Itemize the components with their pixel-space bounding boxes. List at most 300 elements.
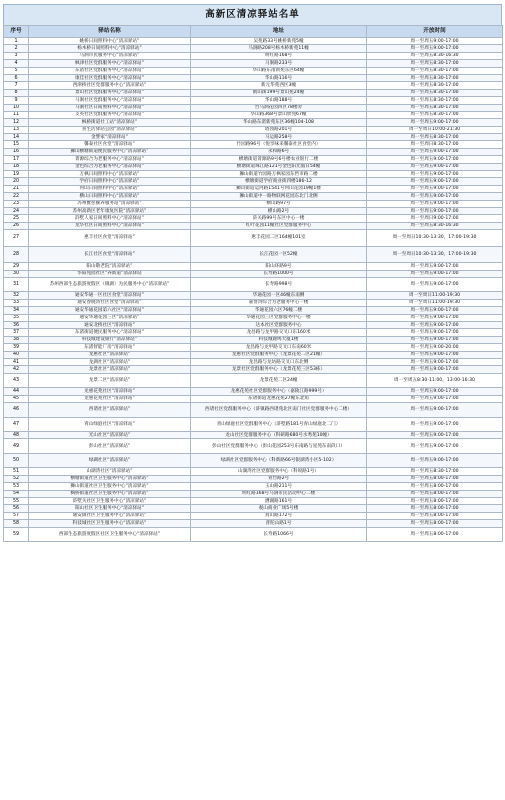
cell-address: 吴苑路33号姚桥新苑5幢 <box>191 38 367 45</box>
cell-seq: 22 <box>4 193 29 200</box>
cell-station-name: 龙惠花苑社区“清凉驿站” <box>29 388 191 395</box>
cell-address: 华山路368号景山欣苑67幢 <box>191 111 367 118</box>
table-row <box>4 468 503 475</box>
cell-hours: 周一至周五9:00-17:00 <box>367 358 503 365</box>
table-row <box>4 403 503 418</box>
cell-address: 山湖湾社区党群服务中心（科锐路1号） <box>191 468 367 475</box>
table-row <box>4 497 503 504</box>
cell-address: 马涧路208号杨木桥新苑11幢 <box>191 45 367 52</box>
cell-address: 龙惠花苑社区党群服务中心（嘉陵江路999号） <box>191 388 367 395</box>
cell-hours: 周一至周五9:00-17:00 <box>367 432 503 439</box>
table-row <box>4 388 503 395</box>
cell-hours: 周一至周五9:00-17:00 <box>367 366 503 373</box>
cell-address: 西诸社区党群服务中心（浒镇路西诸苑北区南门社区党群服务中心二楼） <box>191 403 367 418</box>
cell-station-name: 金譬家“清凉驿站” <box>29 134 191 141</box>
cell-hours: 周一至周五9:00-17:00 <box>367 171 503 178</box>
cell-station-name: 绿湖社区“清凉驿站” <box>29 453 191 468</box>
table-row <box>4 263 503 270</box>
table-row <box>4 38 503 45</box>
cell-address: 横山路2号 <box>191 207 367 214</box>
cell-hours: 周一至周五9:00-17:00 <box>367 307 503 314</box>
cell-address: 长寿路1066号 <box>191 527 367 542</box>
table-row <box>4 439 503 454</box>
cell-seq: 43 <box>4 373 29 388</box>
cell-hours: 周一至周五8:30-17:00 <box>367 82 503 89</box>
cell-station-name: 菁源综合为老服务中心“清凉驿站” <box>29 156 191 163</box>
cell-address: 明红路168号马涧市民活动中心二楼 <box>191 490 367 497</box>
cell-hours: 周一至周五8:30-16:30 <box>367 52 503 59</box>
cell-hours: 周一至周五9:00-17:00 <box>367 200 503 207</box>
cell-station-name: 通安华通花园第六社区“清凉驿站” <box>29 307 191 314</box>
cell-address: 漕湖路161号 <box>191 497 367 504</box>
cell-address: 长江花园一区52幢 <box>191 246 367 263</box>
cell-address: 阳山环路9号 <box>191 263 367 270</box>
cell-hours: 周一至周五9:00-17:00 <box>367 453 503 468</box>
cell-station-name: 光山社区“清凉驿站” <box>29 432 191 439</box>
cell-station-name: 浒墅人家日间照料中心“清凉驿站” <box>29 215 191 222</box>
cell-address: 龙昌路与龙甲路交叉口东160米 <box>191 329 367 336</box>
cell-hours: 周一至周五9:00-17:00 <box>367 178 503 185</box>
cell-hours: 周一至周五9:00-17:00 <box>367 119 503 126</box>
table-row <box>4 512 503 519</box>
cell-address: 嘉誉湾综合为老服务中心一楼 <box>191 299 367 306</box>
table-row <box>4 527 503 542</box>
cell-seq: 35 <box>4 314 29 321</box>
cell-station-name: 科技城社区卫生服务中心“清凉驿站” <box>29 520 191 527</box>
cell-hours: 周一至周五9:00-17:00 <box>367 322 503 329</box>
cell-seq: 30 <box>4 270 29 277</box>
cell-hours: 周一至周五9:00-20:00 <box>367 344 503 351</box>
cell-station-name: 马涧社区日间照料中心“清凉驿站” <box>29 104 191 111</box>
cell-hours: 周一至周五9:00-17:00 <box>367 207 503 214</box>
table-row <box>4 520 503 527</box>
cell-station-name: 支英社区党群服务中心“清凉驿站” <box>29 111 191 118</box>
cell-hours: 周一至周五9:00-17:00 <box>367 156 503 163</box>
cell-address: 新元华苑西区3幢 <box>191 82 367 89</box>
table-row <box>4 222 503 229</box>
table-row <box>4 163 503 170</box>
cell-seq: 19 <box>4 171 29 178</box>
table-row <box>4 67 503 74</box>
cell-address: 普陀山路1号 <box>191 520 367 527</box>
cell-hours: 周一至周五8:00-17:00 <box>367 475 503 482</box>
table-row <box>4 185 503 192</box>
cell-seq: 18 <box>4 163 29 170</box>
cell-hours: 周一至周五8:30-17:00 <box>367 97 503 104</box>
cell-hours: 周一至周日11:00-19:30 <box>367 292 503 299</box>
cell-address: 青山绿庭社区党群服务中心（浒墅路181号青山绿庭北二门） <box>191 417 367 432</box>
cell-address: 鹤山街199号景山苑24幢 <box>191 89 367 96</box>
cell-hours: 周一至周五9:00-17:00 <box>367 38 503 45</box>
cell-station-name: 科技城建设银行“清凉驿站” <box>29 336 191 343</box>
cell-hours: 周一至周五8:30-11:00，13:00-16:30 <box>367 373 503 388</box>
table-row <box>4 60 503 67</box>
table-row <box>4 200 503 207</box>
cell-seq: 41 <box>4 358 29 365</box>
cell-hours: 周一至周五8:30-16:30 <box>367 222 503 229</box>
cell-seq: 11 <box>4 111 29 118</box>
cell-address: 长寿路1000号 <box>191 270 367 277</box>
cell-station-name: 通安华通花园三区“清凉驿站” <box>29 314 191 321</box>
cell-hours: 周一至周五9:00-17:00 <box>367 403 503 418</box>
cell-seq: 12 <box>4 119 29 126</box>
cell-address: 明红路168号 <box>191 52 367 59</box>
cell-seq: 56 <box>4 505 29 512</box>
table-row <box>4 171 503 178</box>
cell-seq: 27 <box>4 230 29 247</box>
table-row <box>4 299 503 306</box>
cell-seq: 59 <box>4 527 29 542</box>
cell-station-name: 苏州西部生态旅游度假区（镇湖）为民服务中心“清凉驿站” <box>29 277 191 292</box>
cell-seq: 36 <box>4 322 29 329</box>
cell-address: 竹园路96号（悦享味来馨泰社区食堂内） <box>191 141 367 148</box>
cell-seq: 2 <box>4 45 29 52</box>
table-row <box>4 45 503 52</box>
table-body <box>4 38 503 542</box>
cell-station-name: 通安华通一区社区食堂“清凉驿站” <box>29 292 191 299</box>
cell-hours: 周一至周五9:00-17:00 <box>367 314 503 321</box>
cell-address: 观山商业广场5号楼 <box>191 505 367 512</box>
cell-address: 华通花园六区76幢二楼 <box>191 307 367 314</box>
cell-seq: 1 <box>4 38 29 45</box>
table-row <box>4 104 503 111</box>
cell-hours: 周一至周五8:30-17:00 <box>367 468 503 475</box>
cell-seq: 31 <box>4 277 29 292</box>
cell-address: 龙昌路与龙坊路交叉口东北侧 <box>191 358 367 365</box>
cell-hours: 周一至周五8:00-17:00 <box>367 497 503 504</box>
cell-hours: 周一至周五9:00-17:00 <box>367 336 503 343</box>
document-title: 高新区清凉驿站名单 <box>3 4 502 25</box>
cell-address: 马涧路233号 <box>191 60 367 67</box>
cell-station-name: 喜生活驿站公园“清凉驿站” <box>29 126 191 133</box>
table-row <box>4 52 503 59</box>
cell-seq: 24 <box>4 207 29 214</box>
cell-station-name: 康佳社区党群服务中心“清凉驿站” <box>29 74 191 81</box>
table-row <box>4 432 503 439</box>
table-row <box>4 277 503 292</box>
table-row <box>4 366 503 373</box>
cell-station-name: 龙景二区“清凉驿站” <box>29 373 191 388</box>
cell-address: 华通花园一区46幢东南侧 <box>191 292 367 299</box>
table-row <box>4 358 503 365</box>
table-row <box>4 156 503 163</box>
cell-hours: 周一至周五8:30-17:00 <box>367 134 503 141</box>
cell-station-name: 姚桥日间照料中心“清凉驿站” <box>29 38 191 45</box>
cell-hours: 周一至周五9:00-17:00 <box>367 193 503 200</box>
table-row <box>4 89 503 96</box>
table-row <box>4 126 503 133</box>
cell-seq: 5 <box>4 67 29 74</box>
cell-address: 华山路东渚新苑东区64幢 <box>191 67 367 74</box>
cell-seq: 23 <box>4 200 29 207</box>
cell-seq: 15 <box>4 141 29 148</box>
cell-seq: 42 <box>4 366 29 373</box>
table-row <box>4 246 503 263</box>
cell-address: 华山路116号 <box>191 74 367 81</box>
cell-seq: 58 <box>4 520 29 527</box>
cell-station-name: 东渚街道便民服务中心“清凉驿站” <box>29 329 191 336</box>
cell-address: 华通花园三区党群服务中心一楼 <box>191 314 367 321</box>
cell-address: 马运路258号 <box>191 134 367 141</box>
cell-address: 绿湖社区党群服务中心（科新路66号银湖湾小区5-102） <box>191 453 367 468</box>
cell-hours: 周一至周五9:00-17:00 <box>367 263 503 270</box>
cell-seq: 3 <box>4 52 29 59</box>
table-row <box>4 193 503 200</box>
cell-seq: 44 <box>4 388 29 395</box>
table-row <box>4 215 503 222</box>
cell-seq: 9 <box>4 97 29 104</box>
cell-station-name: 枫桥街道社工站“清凉驿站” <box>29 119 191 126</box>
table-row <box>4 453 503 468</box>
cell-address: 横塘街道珠江路121号金色阳光假日54幢 <box>191 163 367 170</box>
cell-address: 浒关路99号东区中心一楼 <box>191 215 367 222</box>
cell-hours: 周一至周日9:00-17:00 <box>367 215 503 222</box>
table-row <box>4 322 503 329</box>
cell-address: 华山路东渚新苑东区36幢104-108 <box>191 119 367 126</box>
document-page <box>3 4 502 542</box>
table-row <box>4 230 503 247</box>
table-row <box>4 475 503 482</box>
cell-station-name: 万枫日间照料中心“清凉驿站” <box>29 171 191 178</box>
cell-address: 达本社区党群服务中心 <box>191 322 367 329</box>
cell-station-name: 东渚智能厂房“清凉驿站” <box>29 344 191 351</box>
cell-station-name: 金色综合为老服务中心“清凉驿站” <box>29 163 191 170</box>
cell-seq: 38 <box>4 336 29 343</box>
cell-seq: 6 <box>4 74 29 81</box>
cell-seq: 39 <box>4 344 29 351</box>
cell-address: 青台路2号 <box>191 475 367 482</box>
cell-hours: 周一至周五9:00-17:00 <box>367 417 503 432</box>
cell-address: 塔园路201号 <box>191 126 367 133</box>
cell-seq: 8 <box>4 89 29 96</box>
cell-hours: 周一至周五9:00-17:00 <box>367 270 503 277</box>
cell-seq: 50 <box>4 453 29 468</box>
cell-seq: 33 <box>4 299 29 306</box>
cell-seq: 40 <box>4 351 29 358</box>
cell-address: 长寿路998号 <box>191 277 367 292</box>
cell-seq: 52 <box>4 475 29 482</box>
table-row <box>4 490 503 497</box>
cell-address: 真山路172号 <box>191 512 367 519</box>
cell-seq: 20 <box>4 178 29 185</box>
cell-seq: 48 <box>4 432 29 439</box>
cell-hours: 周一至周五9:00-17:00 <box>367 163 503 170</box>
cell-station-name: 长江社区食堂“清凉驿站” <box>29 246 191 263</box>
cell-station-name: 苏州雅慈颐养服务站“清凉驿站” <box>29 200 191 207</box>
cell-hours: 周一至周日10:00-21:30 <box>367 126 503 133</box>
cell-seq: 7 <box>4 82 29 89</box>
cell-hours: 周一至周五8:30-17:00 <box>367 67 503 74</box>
table-row <box>4 119 503 126</box>
table-row <box>4 148 503 155</box>
cell-station-name: 龙华社区日间照料中心“清凉驿站” <box>29 222 191 229</box>
table-row <box>4 74 503 81</box>
cell-station-name: 龙湖社区“清凉驿站” <box>29 358 191 365</box>
cell-hours: 周一至周五9:00-17:00 <box>367 185 503 192</box>
cell-seq: 10 <box>4 104 29 111</box>
cell-address: 狮山街道竹园路万枫家园东哲市路二楼 <box>191 171 367 178</box>
cell-station-name: 西诸社区“清凉驿站” <box>29 403 191 418</box>
cell-address: 龙昌路与龙甲路交叉口东南60米 <box>191 344 367 351</box>
table-row <box>4 307 503 314</box>
cell-station-name: 阳山社区卫生服务中心“清凉驿站” <box>29 505 191 512</box>
cell-address: 龙惠社区党群服务中心（龙景花苑二区21幢） <box>191 351 367 358</box>
table-row <box>4 207 503 214</box>
cell-station-name: 苏州高新区老年康复医院“清凉驿站” <box>29 207 191 214</box>
cell-station-name: 青山绿庭社区“清凉驿站” <box>29 417 191 432</box>
cell-station-name: 横塘街道社区卫生服务中心“清凉驿站” <box>29 475 191 482</box>
cell-seq: 4 <box>4 60 29 67</box>
cell-station-name: 华阳苑园社区“养新道”清凉驿站 <box>29 270 191 277</box>
cell-hours: 周一至周五9:00-17:00 <box>367 45 503 52</box>
cell-seq: 13 <box>4 126 29 133</box>
header-name: 驿站名称 <box>29 26 191 38</box>
cell-hours: 周一至周五9:00-17:00 <box>367 439 503 454</box>
cell-hours: 周一至周五8:30-17:00 <box>367 104 503 111</box>
table-row <box>4 82 503 89</box>
cell-station-name: 狮山横塘街道便民服务中心“清凉驿站” <box>29 148 191 155</box>
cell-station-name: 横山日间照料中心“清凉驿站” <box>29 193 191 200</box>
cell-seq: 32 <box>4 292 29 299</box>
cell-seq: 16 <box>4 148 29 155</box>
cell-station-name: 西部生态旅游度假区社区卫生服务中心“清凉驿站” <box>29 527 191 542</box>
cell-station-name: 马涧社区党群服务中心“清凉驿站” <box>29 97 191 104</box>
cell-station-name: 枫津社区党群服务中心“清凉驿站” <box>29 60 191 67</box>
table-row <box>4 336 503 343</box>
cell-hours: 周一至周日10:30-13:30，17:00-19:30 <box>367 230 503 247</box>
cell-station-name: 通安北桥社区“清凉驿站” <box>29 322 191 329</box>
cell-address: 红叶花园11幢社区党群服务中心 <box>191 222 367 229</box>
cell-seq: 49 <box>4 439 29 454</box>
table-row <box>4 373 503 388</box>
table-row <box>4 351 503 358</box>
cell-station-name: 浒墅关社区卫生服务中心“清凉驿站” <box>29 497 191 504</box>
table-header-row <box>4 26 503 38</box>
table-row <box>4 111 503 118</box>
cell-station-name: 景山社区党群服务中心“清凉驿站” <box>29 89 191 96</box>
table-row <box>4 483 503 490</box>
cell-hours: 周一至周五8:00-17:00 <box>367 527 503 542</box>
cell-address: 横塘街道菁源路9号6号楼农业银行二楼 <box>191 156 367 163</box>
cell-address: 狮山街道中一路物联网花园东北门北侧 <box>191 193 367 200</box>
cell-seq: 37 <box>4 329 29 336</box>
table-row <box>4 97 503 104</box>
cell-address: 龙景花苑二区24幢 <box>191 373 367 388</box>
header-seq: 序号 <box>4 26 29 38</box>
cell-station-name: 山湖湾社区“清凉驿站” <box>29 468 191 475</box>
cell-seq: 34 <box>4 307 29 314</box>
cell-hours: 周一至周五9:00-17:00 <box>367 277 503 292</box>
table-row <box>4 505 503 512</box>
cell-hours: 周一至周五8:30-17:00 <box>367 60 503 67</box>
cell-address: 龙景社区党群服务中心（龙景花苑三区53栋） <box>191 366 367 373</box>
cell-seq: 26 <box>4 222 29 229</box>
cell-seq: 14 <box>4 134 29 141</box>
cell-seq: 53 <box>4 483 29 490</box>
cell-address: 永和路6号 <box>191 148 367 155</box>
cell-address: 狮山街道运河路1541号何山花园19幢1楼 <box>191 185 367 192</box>
cell-station-name: 何山日间照料中心“清凉驿站” <box>29 185 191 192</box>
cell-station-name: 学府日间照料中心“清凉驿站” <box>29 178 191 185</box>
table-row <box>4 292 503 299</box>
cell-address: 惠丰花园二区164幢101室 <box>191 230 367 247</box>
cell-seq: 17 <box>4 156 29 163</box>
cell-seq: 21 <box>4 185 29 192</box>
cell-seq: 47 <box>4 417 29 432</box>
cell-hours: 周一至周五8:00-17:00 <box>367 490 503 497</box>
cell-hours: 周一至周五8:30-17:00 <box>367 111 503 118</box>
cell-hours: 周一至周五9:00-17:00 <box>367 329 503 336</box>
cell-station-name: 龙惠花苑社区“清凉驿站” <box>29 395 191 402</box>
cell-hours: 周一至周五9:00-17:00 <box>367 395 503 402</box>
header-hours: 开放时间 <box>367 26 503 38</box>
cell-hours: 周一至周五9:00-17:00 <box>367 148 503 155</box>
cell-address: 东诸街道龙惠花苑27幢东北角 <box>191 395 367 402</box>
cell-station-name: 阳山敬老院“清凉驿站” <box>29 263 191 270</box>
cell-seq: 51 <box>4 468 29 475</box>
cell-station-name: 龙惠社区“清凉驿站” <box>29 351 191 358</box>
cell-address: 彭山社区党群服务中心（彭山花园253号东南路与星苑东南段口） <box>191 439 367 454</box>
table-row <box>4 417 503 432</box>
cell-station-name: 狮山街道社区卫生服务中心“清凉驿站” <box>29 483 191 490</box>
cell-station-name: 枫桥街道社区卫生服务中心“清凉驿站” <box>29 490 191 497</box>
cell-address: 华山路188号 <box>191 97 367 104</box>
cell-station-name: 通安春晓湾社区食堂“清凉驿站” <box>29 299 191 306</box>
cell-hours: 周一至周五8:30-17:00 <box>367 89 503 96</box>
cell-station-name: 通安镇社区卫生服务中心“清凉驿站” <box>29 512 191 519</box>
cell-hours: 周一至周五8:30-17:00 <box>367 74 503 81</box>
cell-hours: 周一至周五9:00-17:00 <box>367 388 503 395</box>
cell-seq: 25 <box>4 215 29 222</box>
table-row <box>4 134 503 141</box>
cell-station-name: 杨木桥日间照料中心“清凉驿站” <box>29 45 191 52</box>
cell-hours: 周一至周日10:30-13:30，17:00-19:30 <box>367 246 503 263</box>
cell-hours: 周一至周日8:30-17:00 <box>367 141 503 148</box>
cell-station-name: 馨泰社区食堂“清凉驿站” <box>29 141 191 148</box>
cell-hours: 周一至周五8:00-17:00 <box>367 512 503 519</box>
table-row <box>4 329 503 336</box>
cell-hours: 周一至周五9:00-17:00 <box>367 351 503 358</box>
cell-seq: 57 <box>4 512 29 519</box>
table-row <box>4 178 503 185</box>
cell-address: 台马涧花园四区78楼旁 <box>191 104 367 111</box>
table-row <box>4 395 503 402</box>
table-row <box>4 344 503 351</box>
cell-hours: 周一至周五8:00-17:00 <box>367 505 503 512</box>
cell-address: 玉山路211号 <box>191 483 367 490</box>
header-address: 地址 <box>191 26 367 38</box>
cell-address: 科技城鹿鸣大厦1楼 <box>191 336 367 343</box>
table-row <box>4 314 503 321</box>
cell-seq: 54 <box>4 490 29 497</box>
table-row <box>4 270 503 277</box>
cell-hours: 周一至周五8:00-17:00 <box>367 520 503 527</box>
cell-station-name: 马涧市民服务中心“清凉驿站” <box>29 52 191 59</box>
cell-station-name: 龙景社区“清凉驿站” <box>29 366 191 373</box>
cell-seq: 28 <box>4 246 29 263</box>
table-row <box>4 141 503 148</box>
cell-station-name: 西津桥社区党群服务中心“清凉驿站” <box>29 82 191 89</box>
cell-seq: 55 <box>4 497 29 504</box>
cell-hours: 周一至周五8:00-17:00 <box>367 483 503 490</box>
cell-seq: 29 <box>4 263 29 270</box>
cell-station-name: 东渚社区党群服务中心“清凉驿站” <box>29 67 191 74</box>
cell-address: 龙山社区党群服务中心（科研路680号水秀苑10幢） <box>191 432 367 439</box>
cell-address: 横塘街道学府商业街四楼186-12 <box>191 178 367 185</box>
cell-address: 横山路97号 <box>191 200 367 207</box>
cell-station-name: 彭山社区“清凉驿站” <box>29 439 191 454</box>
cell-hours: 周一至周日11:00-19:30 <box>367 299 503 306</box>
